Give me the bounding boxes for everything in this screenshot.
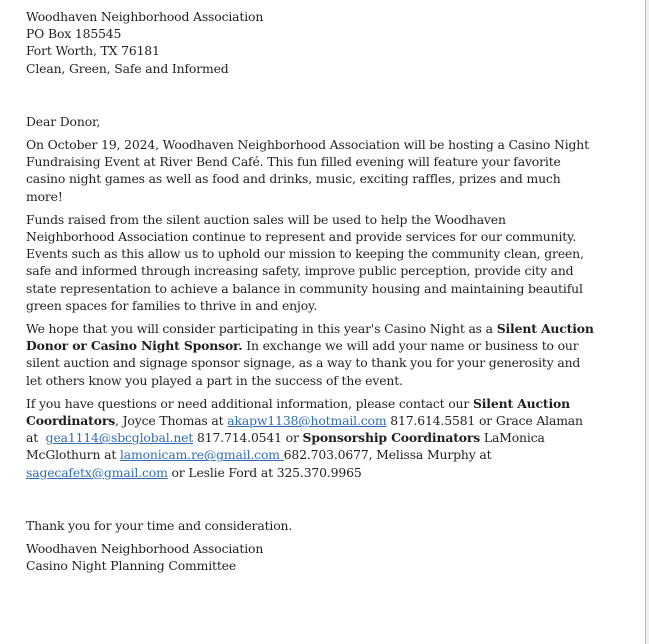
sender-po-box: PO Box 185545 xyxy=(26,26,122,42)
paragraph-line: state representation to achieve a balance in community housing and maintaining beautiful xyxy=(26,280,583,296)
letter-body xyxy=(26,8,594,574)
paragraph-line: Fundraising Event at River Bend Café. This fun filled evening will feature your favorite xyxy=(26,154,561,170)
paragraph-line: Neighborhood Association continue to represent and provide services for our community. xyxy=(26,229,577,245)
signature-committee: Casino Night Planning Committee xyxy=(26,558,237,574)
paragraph-line xyxy=(26,320,594,337)
text-run: 817.714.0541 or xyxy=(193,430,303,446)
paragraph-line: safe and informed through increasing safety, improve public perception, provide city and xyxy=(26,263,574,279)
closing-text: Thank you for your time and consideration. xyxy=(26,517,293,533)
paragraph-line: more! xyxy=(26,188,63,204)
salutation xyxy=(26,113,586,130)
closing xyxy=(26,517,586,534)
text-run: LaMonica xyxy=(480,430,545,446)
paragraph-participation-request xyxy=(26,320,594,389)
paragraph-line: On October 19, 2024, Woodhaven Neighborhood Association will be hosting a Casino Night xyxy=(26,137,589,153)
email-link-lamonica-mcglothurn[interactable]: lamonicam.re@gmail.com xyxy=(119,447,284,463)
sender-address xyxy=(26,8,586,77)
bold-text-run: Donor or Casino Night Sponsor. xyxy=(26,338,243,354)
salutation-text: Dear Donor, xyxy=(26,113,101,129)
text-run: In exchange we will add your name or business to our xyxy=(242,338,579,354)
text-run: McGlothurn at xyxy=(26,447,120,463)
paragraph-line xyxy=(26,464,586,481)
text-run: 817.614.5581 or Grace Alaman xyxy=(386,413,583,429)
paragraph-line: silent auction and signage sponsor signage, as a way to thank you for your generosity and xyxy=(26,355,581,371)
sender-city-state-zip: Fort Worth, TX 76181 xyxy=(26,43,160,59)
bold-text-run: Silent Auction xyxy=(496,321,594,337)
bold-text-run: Coordinators xyxy=(26,413,116,429)
paragraph-contact-info xyxy=(26,395,586,481)
text-run: or Leslie Ford at 325.370.9965 xyxy=(167,464,362,480)
bold-text-run: Silent Auction xyxy=(472,395,571,411)
paragraph-line: casino night games as well as food and drinks, music, exciting raffles, prizes and much xyxy=(26,171,561,187)
text-run: We hope that you will consider participating in this year's Casino Night as a xyxy=(26,321,497,337)
paragraph-line xyxy=(26,412,586,429)
email-link-melissa-murphy[interactable]: sagecafetx@gmail.com xyxy=(26,464,168,480)
signature xyxy=(26,540,586,574)
paragraph-line: let others know you played a part in the success of the event. xyxy=(26,372,403,388)
paragraph-line xyxy=(26,446,586,463)
paragraph-line: Funds raised from the silent auction sales will be used to help the Woodhaven xyxy=(26,211,506,227)
text-run: 682.703.0677, Melissa Murphy at xyxy=(283,447,492,463)
sender-org-name: Woodhaven Neighborhood Association xyxy=(26,9,264,24)
signature-org-name: Woodhaven Neighborhood Association xyxy=(26,541,264,557)
paragraph-line: Events such as this allow us to uphold our mission to keeping the community clean, green, xyxy=(26,246,584,262)
paragraph-event-intro xyxy=(26,136,589,205)
email-link-grace-alaman[interactable]: gea1114@sbcglobal.net xyxy=(45,430,194,446)
text-run: , Joyce Thomas at xyxy=(115,413,228,429)
paragraph-line xyxy=(26,337,586,354)
text-run: at xyxy=(26,430,46,446)
paragraph-line xyxy=(26,429,586,446)
paragraph-line xyxy=(26,395,586,412)
paragraph-line: green spaces for families to thrive in and enjoy. xyxy=(26,297,318,313)
email-link-joyce-thomas[interactable]: akapw1138@hotmail.com xyxy=(227,413,387,429)
paragraph-funds-purpose xyxy=(26,211,586,314)
text-run: If you have questions or need additional information, please contact our xyxy=(26,395,473,411)
bold-text-run: Sponsorship Coordinators xyxy=(302,430,481,446)
sender-tagline: Clean, Green, Safe and Informed xyxy=(26,60,229,76)
